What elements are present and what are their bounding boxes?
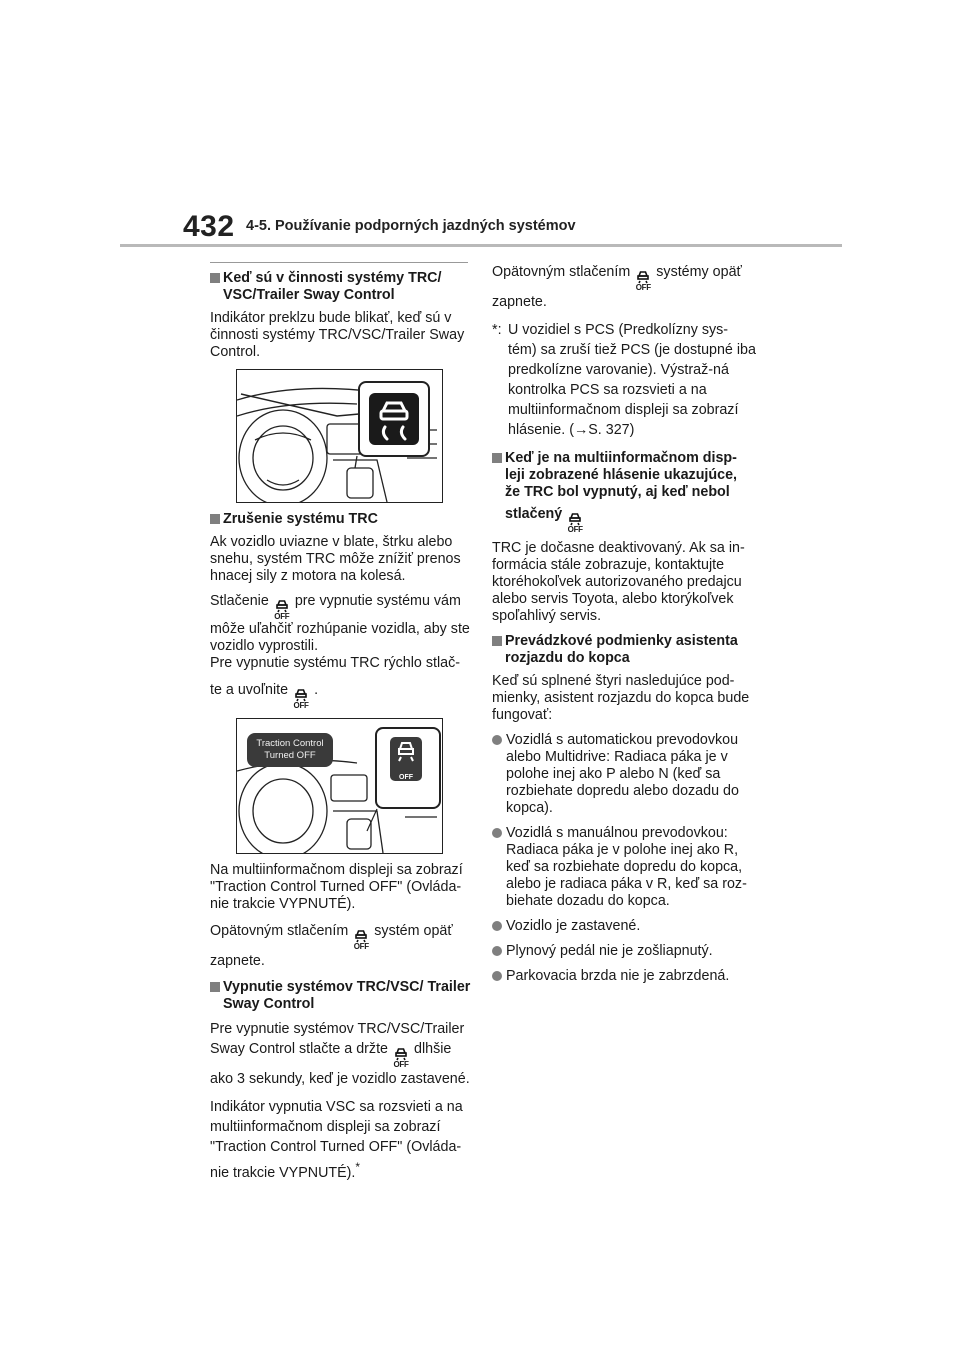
column-rule [210,262,468,263]
paragraph: Stlačenie OFF pre vypnutie systému vám môže uľahčiť rozhúpanie vozidla, aby ste vozidlo vyprostili. Pre vypnutie systému TRC rýchlo stlač- [210,593,470,671]
paragraph: Ak vozidlo uviazne v blate, štrku alebo snehu, systém TRC môže znížiť prenos hnacej sily z motora na kolesá. [210,534,461,584]
bullet-dot-icon [492,946,502,956]
paragraph: te a uvoľnite OFF . [210,682,319,710]
figure-slip-indicator [236,369,443,503]
list-item: Vozidlo je zastavené. [492,918,756,935]
paragraph: Na multiinformačnom displeji sa zobrazí "Traction Control Turned OFF" (Ovláda-nie trakcie VYPNUTÉ). [210,862,463,912]
vsc-off-icon: OFF [567,512,583,534]
chapter-title: 4-5. Používanie podporných jazdných systémov [246,218,576,234]
paragraph: Indikátor vypnutia VSC sa rozsvieti a na multiinformačnom displeji sa zobrazí "Traction Control Turned OFF" (Ovláda-nie trakcie VYPNUTÉ).* [210,1099,463,1181]
right-column [492,262,756,993]
section-title: Prevádzkové podmienky asistenta rozjazdu do kopca [492,633,756,667]
paragraph: Indikátor preklzu bude blikať, keď sú v činnosti systémy TRC/VSC/Trailer Sway Control. [210,310,465,360]
vsc-off-icon: OFF [635,270,651,292]
section-title: Vypnutie systémov TRC/VSC/ Trailer Sway Control [210,979,472,1013]
section-square-icon [210,273,220,283]
section-square-icon [492,636,502,646]
page-number: 432 [183,210,235,243]
section-title: Keď sú v činnosti systémy TRC/ VSC/Trailer Sway Control [210,270,472,304]
section-square-icon [210,514,220,524]
list-item: Plynový pedál nie je zošliapnutý. [492,943,756,960]
header-rule [120,244,842,247]
list-item: Vozidlá s automatickou prevodovkou alebo Multidrive: Radiaca páka je v polohe inej ako P alebo N (keď sa rozbiehate dopredu alebo dozadu do kopca). [492,732,756,817]
vsc-off-button-callout [375,727,441,809]
paragraph: Pre vypnutie systémov TRC/VSC/Trailer Sway Control stlačte a držte OFF dlhšie ako 3 sekundy, keď je vozidlo zastavené. [210,1021,470,1087]
vsc-off-icon: OFF [274,599,290,621]
traction-control-message: Traction Control Turned OFF [247,733,333,767]
list-item: Parkovacia brzda nie je zabrzdená. [492,968,756,985]
section-title: Keď je na multiinformačnom disp-leji zobrazené hlásenie ukazujúce, že TRC bol vypnutý, aj keď nebol stlačený OFF [492,450,756,534]
figure-traction-control-off [236,718,443,854]
vsc-off-button[interactable]: OFF [390,737,422,781]
section-square-icon [210,982,220,992]
bullet-dot-icon [492,735,502,745]
paragraph: TRC je dočasne deaktivovaný. Ak sa in-formácia stále zobrazuje, kontaktujte ktoréhokoľvek autorizovaného predajcu alebo servis Toyota, alebo ktorýkoľvek spoľahlivý servis. [492,540,745,624]
list-item: Vozidlá s manuálnou prevodovkou: Radiaca páka je v polohe inej ako R, keď sa rozbiehate dopredu do kopca, alebo je radiaca páka v R, keď sa roz-biehate dozadu do kopca. [492,825,756,910]
paragraph: Opätovným stlačením OFF systémy opäť zapnete. [492,264,742,310]
footnote: *: U vozidiel s PCS (Predkolízny sys-tém) sa zruší tiež PCS (je dostupné iba predkolízne varovanie). Výstraž-ná kontrolka PCS sa rozsvieti a na multiinformačnom displeji sa zobrazí hlásenie. (→S. 327) [492,322,756,438]
left-column [210,270,472,1191]
slip-indicator-icon [369,393,419,445]
slip-indicator-callout [358,381,430,457]
paragraph: Opätovným stlačením OFF systém opäť zapnete. [210,923,453,969]
vsc-off-icon: OFF [293,688,309,710]
bullet-dot-icon [492,828,502,838]
bullet-dot-icon [492,971,502,981]
paragraph: Keď sú splnené štyri nasledujúce pod-mienky, asistent rozjazdu do kopca bude fungovať: [492,673,750,723]
section-title: Zrušenie systému TRC [210,511,472,528]
vsc-off-icon: OFF [353,929,369,951]
vsc-off-icon: OFF [393,1047,409,1069]
bullet-dot-icon [492,921,502,931]
section-square-icon [492,453,502,463]
